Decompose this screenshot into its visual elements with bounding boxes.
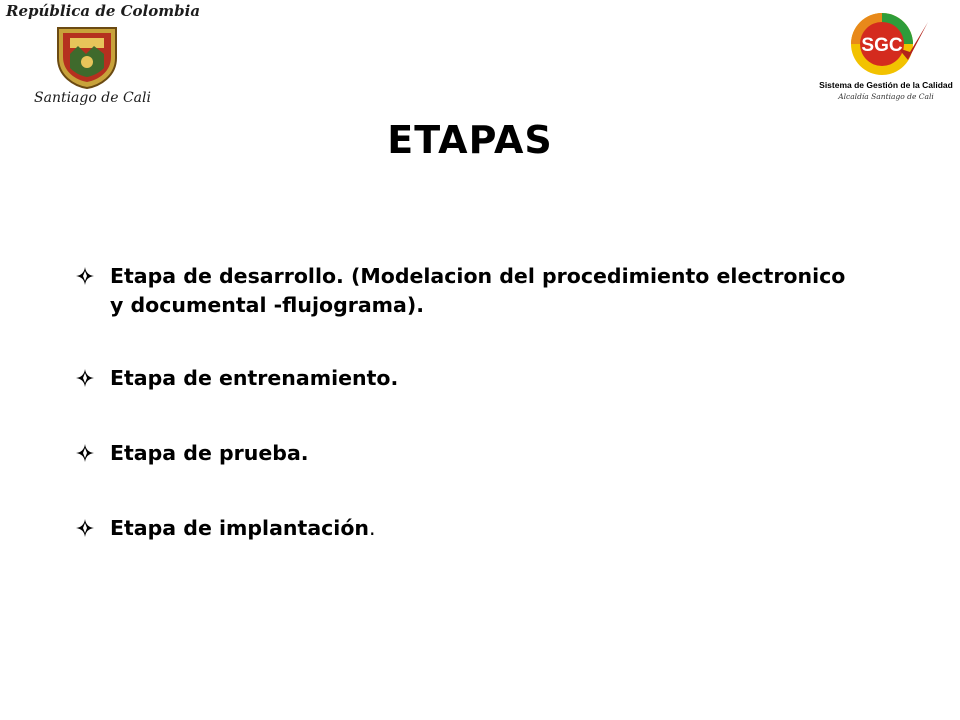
logo-bottom-text: Santiago de Cali [34,90,151,106]
bullet-text: Etapa de implantación [110,516,370,540]
bullet-text: Etapa de prueba. [110,441,309,465]
coat-of-arms-icon [52,24,122,90]
list-item [76,514,856,543]
sgc-logo [818,8,954,108]
diamond-bullet-icon [76,444,94,462]
etapas-list [76,262,856,543]
bullet-text: Etapa de entrenamiento. [110,366,399,390]
sgc-badge-text: SGC [861,35,903,56]
republica-colombia-logo [4,2,201,114]
slide-title: ETAPAS [387,118,553,162]
sgc-subtitle: Alcaldía Santiago de Cali [838,92,934,101]
sgc-badge-icon [842,8,930,78]
diamond-bullet-icon [76,519,94,537]
list-item [76,364,856,393]
list-item [76,439,856,468]
bullet-trail: . [369,516,376,540]
logo-top-text: República de Colombia [6,2,201,20]
sgc-title: Sistema de Gestión de la Calidad [819,80,953,90]
diamond-bullet-icon [76,267,94,285]
diamond-bullet-icon [76,369,94,387]
list-item [76,262,856,320]
bullet-text: Etapa de desarrollo. (Modelacion del procedimiento electronico y documental -flujograma). [110,264,846,317]
